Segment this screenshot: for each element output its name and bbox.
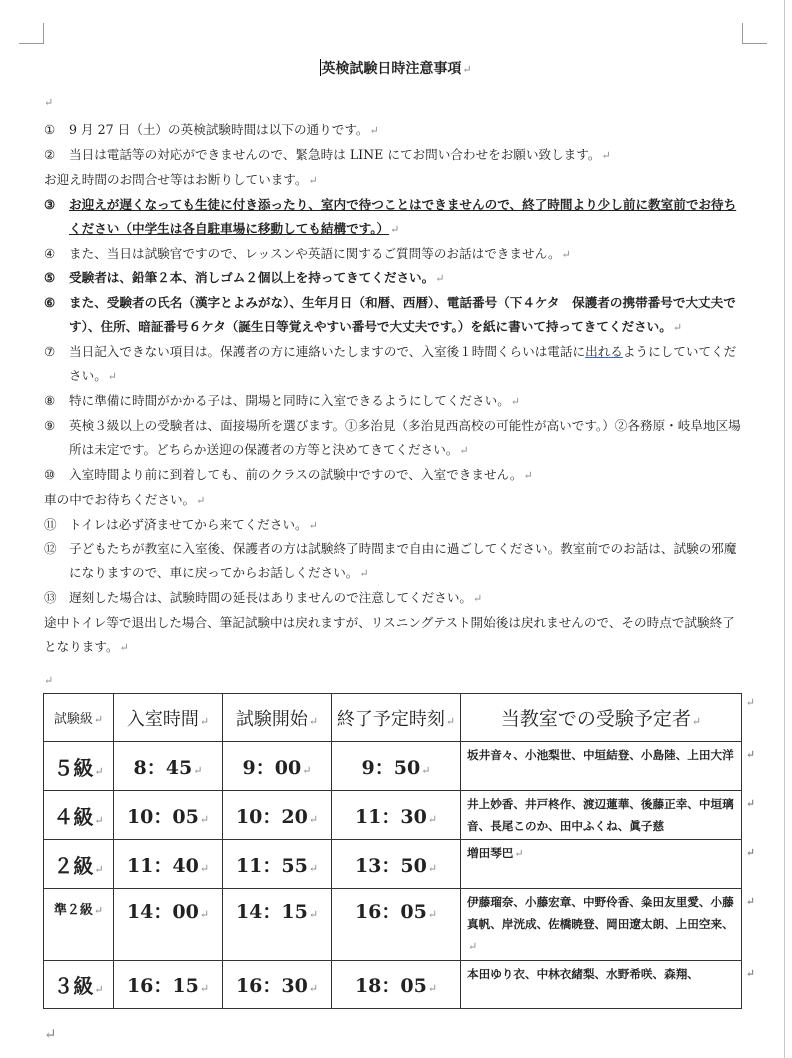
exam-schedule-table xyxy=(43,693,755,1009)
header-start-time: 試験開始↵ xyxy=(223,694,332,742)
note-line: お迎え時間のお問合せ等はお断りしています。↵ xyxy=(44,171,318,187)
notes-body xyxy=(44,118,744,660)
grammar-flag[interactable]: 出れる xyxy=(585,344,623,360)
note-item: ⑫ 子どもたちが教室に入室後、保護者の方は試験終了時間まで自由に過ごしてください。教室前でのお話は、試験の邪魔になりますので、車に戻ってからお話しください。↵ xyxy=(44,541,737,581)
note-item: ⑩ 入室時間より前に到着しても、前のクラスの試験中ですので、入室できません。↵ xyxy=(44,466,533,482)
header-grade: 試験級↵ xyxy=(44,694,114,742)
crop-mark-top-right xyxy=(742,23,767,44)
table-row: ２級↵ 11：40↵ 11：55↵ 13：50↵ 増田琴巴↵ ↵ xyxy=(44,840,742,889)
paragraph-mark: ↵ xyxy=(44,674,54,687)
note-item: ⑦ 当日記入できない項目は。保護者の方に連絡いたしますので、入室後１時間くらいは電話に出れるようにしていてください。↵ xyxy=(44,344,737,384)
header-end-time: 終了予定時刻↵ xyxy=(332,694,461,742)
note-item-bold: ③ お迎えが遅くなっても生徒に付き添ったり、室内で待つことはできませんので、終了時間より少し前に教室前でお待ちください（中学生は各自駐車場に移動しても結構です。）↵ xyxy=(44,196,737,236)
note-item: ⑨ 英検３級以上の受験者は、面接場所を選びます。①多治見（多治見西高校の可能性が高いです。）②各務原・岐阜地区場所は未定です。どちらか送迎の保護者の方等と決めてきてください。↵ xyxy=(44,417,741,457)
note-item: ⑬ 遅刻した場合は、試験時間の延長はありませんので注意してください。↵ xyxy=(44,590,483,606)
note-item-bold: ⑤ 受験者は、鉛筆２本、消しゴム２個以上を持ってきてください。↵ xyxy=(44,270,445,286)
note-line: 車の中でお待ちください。↵ xyxy=(44,491,206,507)
header-candidates: 当教室での受験予定者↵ ↵ xyxy=(461,694,742,742)
crop-mark-top-left xyxy=(19,23,44,44)
table-row: ５級↵ 8：45↵ 9：00↵ 9：50↵ 坂井音々、小池梨世、中垣結登、小島陸、上田大洋 ↵ xyxy=(44,742,742,791)
table-row: 準２級↵ 14：00↵ 14：15↵ 16：05↵ 伊藤瑠奈、小藤宏章、中野伶香、粂田友里愛、小藤真帆、岸洸成、佐橋暁登、岡田遼太朗、上田空来、↵ ↵ xyxy=(44,889,742,961)
paragraph-mark: ↵ xyxy=(44,96,54,109)
note-item-bold: ⑥ また、受験者の氏名（漢字とよみがな）、生年月日（和暦、西暦）、電話番号（下４ケタ 保護者の携帯番号で大丈夫です）、住所、暗証番号６ケタ（誕生日等覚えやすい番号で大丈夫です。）を紙に書いて持ってきてください。↵ xyxy=(44,295,736,335)
note-line: 途中トイレ等で退出した場合、筆記試験中は戻れますが、リスニングテスト開始後は戻れませんので、その時点で試験終了となります。↵ xyxy=(44,615,735,655)
end-paragraph-mark: ↵ xyxy=(44,1025,57,1043)
page-edge xyxy=(784,0,785,1058)
note-item: ② 当日は電話等の対応ができませんので、緊急時は LINE にてお問い合わせをお願い致します。↵ xyxy=(44,146,611,162)
note-item: ① 9 月 27 日（土）の英検試験時間は以下の通りです。↵ xyxy=(44,122,379,137)
note-item: ⑧ 特に準備に時間がかかる子は、開場と同時に入室できるようにしてください。↵ xyxy=(44,392,520,408)
table-header-row xyxy=(44,694,742,742)
header-enter-time: 入室時間↵ xyxy=(114,694,223,742)
table-row: ４級↵ 10：05↵ 10：20↵ 11：30↵ 井上妙香、井戸柊作、渡辺蓮華、後藤正幸、中垣璃音、長尾このか、田中ふくね、眞子慈 ↵ xyxy=(44,791,742,840)
note-item: ⑪ トイレは必ず済ませてから来てください。↵ xyxy=(44,516,318,532)
document-title: 英検試験日時注意事項↵ xyxy=(321,61,472,77)
table-row: ３級↵ 16：15↵ 16：30↵ 18：05↵ 本田ゆり衣、中林衣緒梨、水野希咲、森翔、 ↵ xyxy=(44,961,742,1009)
note-item: ④ また、当日は試験官ですので、レッスンや英語に関するご質問等のお話はできません。↵ xyxy=(44,245,571,261)
